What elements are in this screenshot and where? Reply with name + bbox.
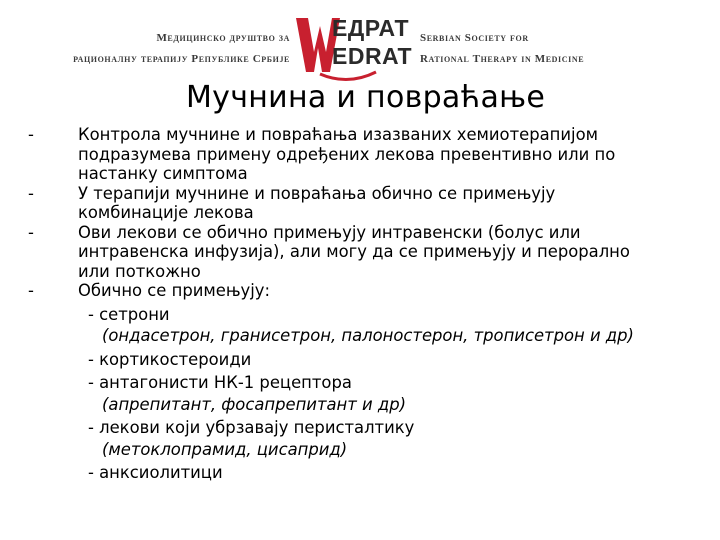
bullet-dash: - <box>28 281 34 300</box>
society-name-serbian <box>73 28 290 70</box>
logo-text-cyrillic: ЕДРАТ <box>332 15 410 41</box>
bullet-item <box>28 125 708 184</box>
bullet-dash: - <box>28 125 34 144</box>
drug-class-anxiolytics: - анксиолитици <box>88 463 223 482</box>
bullet-dash: - <box>28 183 34 203</box>
bullet-dash: - <box>28 222 34 242</box>
bullet-text: У терапији мучнине и повраћања обично се примењују комбинације лекова <box>78 183 556 222</box>
society-name-serbian-line2: рационалну терапију Републике Србије <box>73 53 290 65</box>
bullet-item <box>28 184 708 223</box>
bullet-item <box>28 281 708 301</box>
society-name-english-line1: Serbian Society for <box>420 32 529 44</box>
bullet-text: Ови лекови се обично примењују интравенски (болус или интравенска инфузија), али могу да се примењују и перорално или поткожно <box>78 222 630 281</box>
bullet-item <box>28 223 708 282</box>
drug-class-corticosteroids: - кортикостероиди <box>88 349 252 369</box>
drug-class-list <box>88 305 708 483</box>
slide-content <box>28 125 708 483</box>
drug-examples-prokinetics: (метоклопрамид, цисаприд) <box>102 439 348 459</box>
drug-class-prokinetics: - лекови који убрзавају перисталтику <box>88 418 415 437</box>
sedrat-logo <box>296 12 414 82</box>
bullet-text: Контрола мучнине и повраћања изазваних хемиотерапијом подразумева примену одређених лекова превентивно или по настанку симптома <box>78 125 616 183</box>
logo-text-latin: EDRAT <box>332 43 413 69</box>
slide-title: Мучнина и повраћање <box>186 80 546 115</box>
society-name-english-line2: Rational Therapy in Medicine <box>420 53 585 65</box>
drug-examples-nk1-antagonists: (апрепитант, фосапрепитант и др) <box>102 394 407 414</box>
drug-examples-setrons: (ондасетрон, гранисетрон, палоностерон, трописетрон и др) <box>102 326 634 345</box>
drug-class-setrons: - сетрони <box>88 304 170 324</box>
society-name-english <box>420 28 584 70</box>
bullet-text: Обично се примењују: <box>78 281 271 300</box>
header-banner <box>0 0 720 82</box>
society-name-serbian-line1: Медицинско друштво за <box>156 32 290 44</box>
drug-class-nk1-antagonists: - антагонисти НК-1 рецептора <box>88 373 352 392</box>
